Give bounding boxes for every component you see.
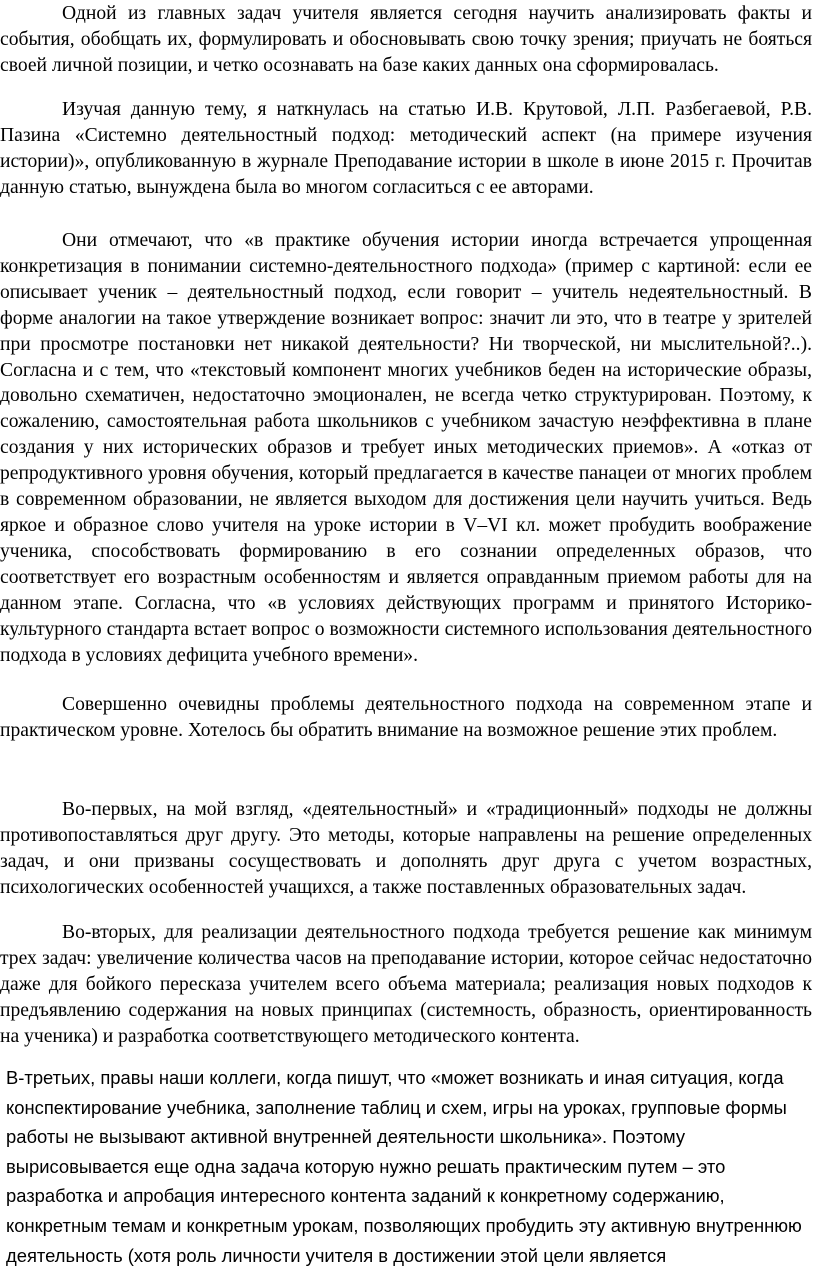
paragraph-7: В-третьих, правы наши коллеги, когда пишут, что «может возникать и иная ситуация, когда конспектирование учебника, заполнение таблиц и схем, игры на уроках, групповые формы работы не вызывают активной внутренней деятельности школьника». Поэтому вырисовывается еще одна задача которую нужно решать практическим путем – это разработка и апробация интересного контента заданий к конкретному содержанию, конкретным темам и конкретным урокам, позволяющих пробудить эту активную внутреннюю деятельность (хотя роль личности учителя в достижении этой цели является (6, 1067, 802, 1266)
paragraph-2: Изучая данную тему, я наткнулась на статью И.В. Крутовой, Л.П. Разбегаевой, Р.В. Пазина «Системно деятельностный подход: методический аспект (на примере изучения истории)», опубликованную в журнале Преподавание истории в школе в июне 2015 г. Прочитав данную статью, вынуждена была во многом согласиться с ее авторами. (0, 99, 812, 198)
paragraph-5: Во-первых, на мой взгляд, «деятельностный» и «традиционный» подходы не должны противопоставляться друг другу. Это методы, которые направлены на решение определенных задач, и они призваны сосуществовать и дополнять друг друга с учетом возрастных, психологических особенностей учащихся, а также поставленных образовательных задач. (0, 799, 812, 898)
paragraph-3: Они отмечают, что «в практике обучения истории иногда встречается упрощенная конкретизация в понимании системно-деятельностного подхода» (пример с картиной: если ее описывает ученик – деятельностный подход, если говорит – учитель недеятельностный. В форме аналогии на такое утверждение возникает вопрос: значит ли это, что в театре у зрителей при просмотре постановки нет никакой деятельности? Ни творческой, ни мыслительной?..). Согласна и с тем, что «текстовый компонент многих учебников беден на исторические образы, довольно схематичен, недостаточно эмоционален, не всегда четко структурирован. Поэтому, к сожалению, самостоятельная работа школьников с учебником зачастую неэффективна в плане создания у них исторических образов и требует иных методических приемов». А «отказ от репродуктивного уровня обучения, который предлагается в качестве панацеи от многих проблем в современном образовании, не является выходом для достижения цели научить учиться. Ведь яркое и образное слово учителя на уроке истории в V–VI кл. может пробудить воображение ученика, способствовать формированию в его сознании определенных образов, что соответствует его возрастным особенностям и является оправданным приемом работы для на данном этапе. Согласна, что «в условиях действующих программ и принятого Историко-культурного стандарта встает вопрос о возможности системного использования деятельностного подхода в условиях дефицита учебного времени». (0, 230, 812, 666)
paragraph-6: Во-вторых, для реализации деятельностного подхода требуется решение как минимум трех задач: увеличение количества часов на преподавание истории, которое сейчас недостаточно даже для бойкого пересказа учителем всего объема материала; реализация новых подходов к предъявлению содержания на новых принципах (системность, образность, ориентированность на ученика) и разработка соответствующего методического контента. (0, 922, 812, 1047)
paragraph-4: Совершенно очевидны проблемы деятельностного подхода на современном этапе и практическом уровне. Хотелось бы обратить внимание на возможное решение этих проблем. (0, 694, 812, 741)
paragraph-1: Одной из главных задач учителя является сегодня научить анализировать факты и события, обобщать их, формулировать и обосновывать свою точку зрения; приучать не бояться своей личной позиции, и четко осознавать на базе каких данных она сформировалась. (0, 3, 812, 76)
